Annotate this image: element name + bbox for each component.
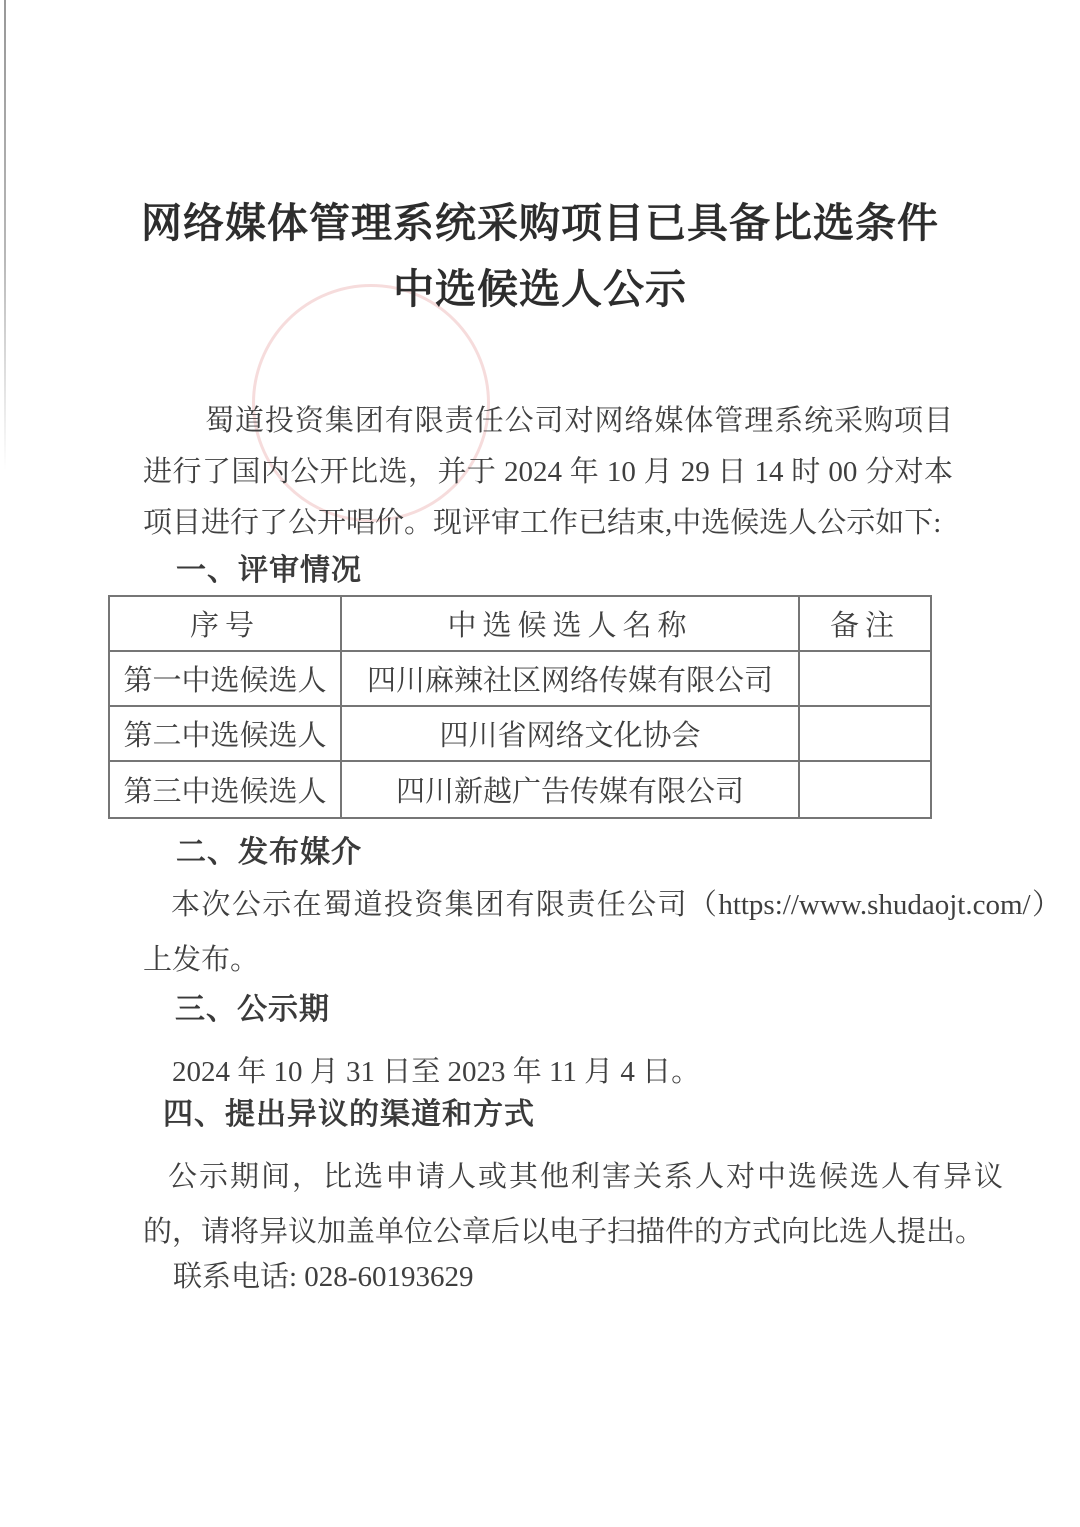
candidates-table bbox=[108, 595, 932, 819]
section-heading-media: 二、发布媒介 bbox=[176, 836, 362, 869]
title-line-2: 中选候选人公示 bbox=[393, 266, 687, 312]
table-row bbox=[109, 706, 931, 761]
candidate-rank: 第二中选候选人 bbox=[109, 706, 341, 761]
objection-paragraph: 公示期间，比选申请人或其他利害关系人对中选候选人有异议的，请将异议加盖单位公章后以电子扫描件的方式向比选人提出。 bbox=[143, 1161, 1003, 1248]
col-header-remark: 备注 bbox=[799, 596, 931, 651]
title-line-1: 网络媒体管理系统采购项目已具备比选条件 bbox=[141, 200, 939, 246]
contact-phone: 联系电话: 028-60193629 bbox=[173, 1261, 474, 1293]
period-paragraph: 2024 年 10 月 31 日至 2023 年 11 月 4 日。 bbox=[172, 1056, 701, 1088]
col-header-name: 中选候选人名称 bbox=[341, 596, 799, 651]
section-heading-review: 一、评审情况 bbox=[176, 554, 362, 587]
candidate-remark bbox=[799, 706, 931, 761]
section-heading-period: 三、公示期 bbox=[175, 993, 330, 1026]
candidate-rank: 第三中选候选人 bbox=[109, 761, 341, 818]
candidate-remark bbox=[799, 651, 931, 706]
candidate-name: 四川麻辣社区网络传媒有限公司 bbox=[341, 651, 799, 706]
candidate-name: 四川省网络文化协会 bbox=[341, 706, 799, 761]
table-row bbox=[109, 651, 931, 706]
table-header-row bbox=[109, 596, 931, 651]
section-heading-objection: 四、提出异议的渠道和方式 bbox=[163, 1098, 535, 1131]
candidate-name: 四川新越广告传媒有限公司 bbox=[341, 761, 799, 818]
col-header-rank: 序号 bbox=[109, 596, 341, 651]
intro-paragraph: 蜀道投资集团有限责任公司对网络媒体管理系统采购项目进行了国内公开比选，并于 2024 年 10 月 29 日 14 时 00 分对本项目进行了公开唱价。现评审工作已结束,中选候选人公示如下: bbox=[143, 405, 953, 539]
media-paragraph: 本次公示在蜀道投资集团有限责任公司（https://www.shudaojt.com/）上发布。 bbox=[143, 889, 1061, 976]
table-row bbox=[109, 761, 931, 818]
candidate-remark bbox=[799, 761, 931, 818]
candidate-rank: 第一中选候选人 bbox=[109, 651, 341, 706]
document-title bbox=[0, 190, 1080, 322]
